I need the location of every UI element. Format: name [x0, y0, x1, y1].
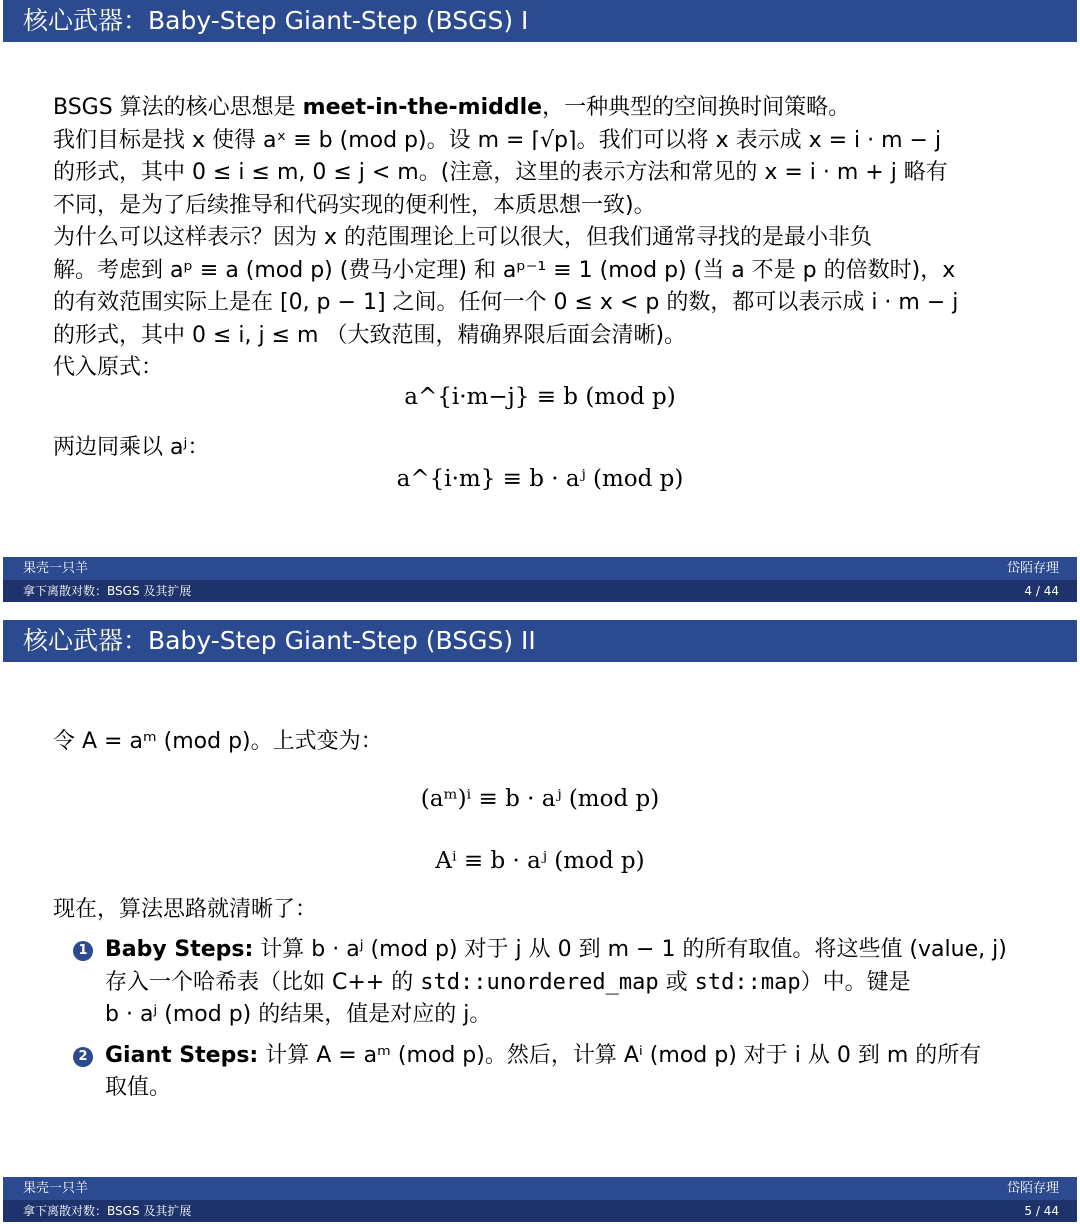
equation-4: Aⁱ ≡ b · aʲ (mod p)	[435, 848, 645, 874]
list-item-giant-steps	[73, 1040, 1053, 1105]
bullet-number: 1	[73, 941, 93, 961]
footer-institute: 岱陌存理	[1006, 1181, 1059, 1196]
equation-3: (aᵐ)ⁱ ≡ b · aʲ (mod p)	[420, 786, 660, 812]
slide-title: 核心武器：Baby-Step Giant-Step (BSGS) I	[3, 0, 1077, 42]
body-line	[53, 92, 1043, 125]
footer-top-bar	[3, 557, 1077, 580]
footer-title: 拿下离散对数：BSGS 及其扩展	[23, 1204, 192, 1218]
clear-label	[53, 894, 1043, 927]
slide-title: 核心武器：Baby-Step Giant-Step (BSGS) II	[3, 620, 1077, 662]
footer-bottom-bar	[3, 1200, 1077, 1222]
code-map: std::map	[694, 969, 801, 995]
body-line: 的形式，其中 0 ≤ i, j ≤ m （大致范围，精确界限后面会清晰)。	[53, 322, 687, 348]
footer-page-number: 5 / 44	[1024, 1204, 1059, 1218]
text-segment: 或	[658, 969, 695, 995]
body-line: 代入原式：	[53, 355, 164, 380]
footer-title: 拿下离散对数：BSGS 及其扩展	[23, 584, 192, 598]
body-line: 不同，是为了后续推导和代码实现的便利性，本质思想一致)。	[53, 192, 656, 218]
footer-institute: 岱陌存理	[1006, 561, 1059, 576]
code-unordered-map: std::unordered_map	[420, 969, 659, 995]
text-segment: b · aʲ (mod p) 的结果，值是对应的 j。	[105, 1002, 492, 1027]
multiply-label	[53, 432, 1043, 465]
body-line: 现在，算法思路就清晰了：	[53, 897, 318, 922]
equation-1: a^{i·m−j} ≡ b (mod p)	[404, 384, 676, 410]
footer-page-number: 4 / 44	[1024, 584, 1059, 598]
step-list	[73, 934, 1053, 1113]
body-line: 解。考虑到 aᵖ ≡ a (mod p) (费马小定理) 和 aᵖ⁻¹ ≡ 1 (mod p) (当 a 不是 p 的倍数时)，x	[53, 257, 956, 283]
slide-gap	[0, 602, 1080, 620]
text-segment: ）中。键是	[800, 969, 911, 995]
text-segment: 计算 A = aᵐ (mod p)。然后，计算 Aⁱ (mod p) 对于 i 从 0 到 m 的所有	[258, 1042, 982, 1068]
body-line: 的有效范围实际上是在 [0, p − 1] 之间。任何一个 0 ≤ x < p 的数，都可以表示成 i · m − j	[53, 290, 959, 315]
equation-2: a^{i·m} ≡ b · aʲ (mod p)	[396, 466, 684, 492]
footer-bottom-bar	[3, 580, 1077, 602]
slide-4	[3, 0, 1077, 602]
list-item-baby-steps	[73, 934, 1053, 1032]
slide-body	[53, 92, 1043, 385]
footer-top-bar	[3, 1177, 1077, 1200]
body-line: 的形式，其中 0 ≤ i ≤ m, 0 ≤ j < m。(注意，这里的表示方法和常见的 x = i · m + j 略有	[53, 160, 948, 185]
text-segment: ，一种典型的空间换时间策略。	[542, 95, 851, 120]
bullet-number: 2	[73, 1047, 93, 1067]
item-heading: Baby Steps:	[105, 937, 254, 962]
body-line: 为什么可以这样表示？因为 x 的范围理论上可以很大，但我们通常寻找的是最小非负	[53, 225, 873, 250]
item-heading: Giant Steps:	[105, 1042, 259, 1068]
body-line: 两边同乘以 aʲ：	[53, 435, 210, 460]
footer-author: 果壳一只羊	[23, 1181, 89, 1196]
text-segment: BSGS 算法的核心思想是	[53, 95, 303, 120]
text-segment: 计算 b · aʲ (mod p) 对于 j 从 0 到 m − 1 的所有取值。将这些值 (value, j)	[253, 937, 1007, 962]
text-segment: 存入一个哈希表（比如 C++ 的	[105, 969, 421, 995]
text-segment: 取值。	[105, 1075, 172, 1100]
body-line: 令 A = aᵐ (mod p)。上式变为：	[53, 729, 383, 754]
slide-5	[3, 620, 1077, 1222]
footer-author: 果壳一只羊	[23, 561, 89, 576]
body-line: 我们目标是找 x 使得 aˣ ≡ b (mod p)。设 m = ⌈√p⌉。我们可以将 x 表示成 x = i · m − j	[53, 127, 942, 153]
keyword: meet-in-the-middle	[302, 95, 543, 120]
intro-text	[53, 726, 1043, 759]
